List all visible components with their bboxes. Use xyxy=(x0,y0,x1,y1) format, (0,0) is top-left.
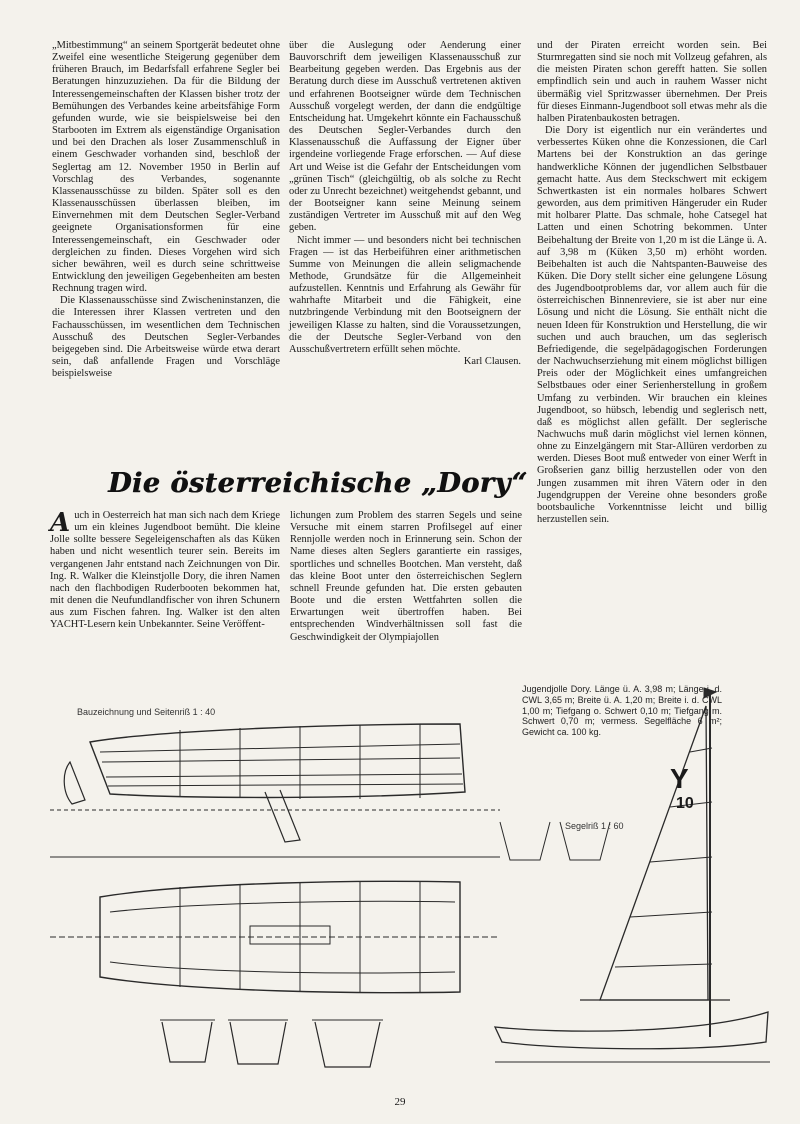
page-number: 29 xyxy=(394,1096,406,1108)
sail-plan xyxy=(495,688,770,1062)
drawing-label-sail: Segelriß 1 : 60 xyxy=(565,821,624,831)
paragraph xyxy=(50,510,280,632)
paragraph: über die Auslegung oder Aenderung einer Bauvorschrift dem jeweiligen Klassenausschuß zur Bearbeitung gegeben werden. Das Ergebnis aus der Beratung durch diese im Ausschuß vertretenen aktiven und erfahrenen Bootseigner würde dem Technischen Ausschuß vorgelegt werden, der dann die endgültige Entscheidung hat. Umgekehrt könnte ein Fachausschuß des Deutschen Segler-Verbandes durch den Klassenausschuß die Auffassung der Eigner über irgendeine vorliegende Frage erforschen. — Auf diese Art und Weise ist die Gefahr der Entscheidungen vom „grünen Tisch“ (gleichgültig, ob als solche zu Recht oder zu Unrecht bezeichnet) weitgehendst gebannt, und der Bootseigner kann seine Meinung seinem zuständigen Vertreter im Ausschuß mit auf den Weg geben. xyxy=(289,40,521,234)
paragraph: lichungen zum Problem des starren Segels und seine Versuche mit einem starren Profilsegel auf einer Rennjolle werden noch in Erinnerung sein. Schon der Name dieses alten Seglers garantierte ein rassiges, sportliches und schnelles Bootchen. Man versteht, daß das kleine Boot unter den österreichischen Seglern schnell Freunde gefunden hat. Die ersten gebauten Boote und die ersten Wettfahrten sollen die Erwartungen weit übertroffen haben. Bei entsprechenden Windverhältnissen soll fast die Geschwindigkeit der Olympiajollen xyxy=(290,510,522,643)
text-column-d xyxy=(50,510,280,632)
paragraph: „Mitbestimmung“ an seinem Sportgerät bedeutet ohne Zweifel eine wesentliche Steigerung gegenüber dem früheren Brauch, im Bedarfsfall erfahrene Segler bei Beratungen hinzuzuziehen. Da für die Bildung der Interessengemeinschaften der Klassen bisher trotz der Bemühungen des Verbandes keine arbeitsfähige Form gefunden wurde, wie sie beispielsweise bei den Starbooten im Extrem als eigenständige Organisation und bei den Drachen als loser Zusammenschluß in einem Geschwader vorhanden sind, beschloß der Seglertag am 12. November 1950 in Berlin auf Vorschlag des Verbandes, sogenannte Klassenausschüsse zu bilden. Später soll es den Klassenausschüssen überlassen bleiben, im Einvernehmen mit dem Deutschen Segler-Verband geeignete Organisationsformen für eine Interessengemeinschaft, ein Geschwader oder dergleichen zu finden. Dieses Vorgehen wird sich sicher bewähren, weil es durch seine schrittweise Entwicklung den jeweiligen Gegebenheiten am besten Rechnung tragen wird. xyxy=(52,40,280,295)
paragraph: Die Klassenausschüsse sind Zwischeninstanzen, die die Interessen ihrer Klassen vertreten und den Fachausschüssen, im wesentlichen dem Technischen Ausschuß des Deutschen Segler-Verbandes beigegeben sind. Die Arbeitsweise würde etwa derart sein, daß anfallende Fragen und Vorschläge beispielsweise xyxy=(52,295,280,380)
paragraph: Die Dory ist eigentlich nur ein verändertes und verbessertes Küken ohne die Konzessionen, die Carl Martens bei der Konstruktion an das geringe handwerkliche Können der jugendlichen Selbstbauer gemacht hatte. Aus dem Steckschwert mit eckigem Schwertkasten ist ein normales holbares Schwert geworden, aus dem primitiven Hängeruder ein Ruder mit holbarer Platte. Das schmale, hohe Catsegel hat Latten und einen Schotring bekommen. Unter Beibehaltung der Breite von 1,20 m ist die Länge ü. A. auf 3,98 m (Küken 3,50 m) erhöht worden. Beibehalten ist auch die Nahtspanten-Bauweise des Küken. Die Dory stellt sicher eine gelungene Lösung des Jugendbootproblems dar, vor allem auch für die österreichischen Binnenreviere, sie ist aber nur eine Lösung und nicht die Lösung. Sie enthält nicht die neuen Ideen für Konstruktion und Herstellung, die wir suchen und auch brauchen, um das seglerisch Befriedigende, die segelpädagogischen Forderungen der Nachwuchserziehung mit einem möglichst billigen Preis oder der Möglichkeit eines umfangreichen Selbstbaues oder einer Serienherstellung in großem Umfang zu verbinden. Wir brauchen ein kleines Jugendboot, so hübsch, lebendig und seglerisch nett, daß es möglichst allen gefällt. Der seglerische Nachwuchs muß darin möglichst viel lernen können, ohne zu Einzelgängern mit Star-Allüren verdorben zu werden. Dieses Boot muß entweder von einer Werft in Großserien ganz billig herzustellen oder von den Jungen zusammen mit ihren Vätern oder in den Jugendgruppen der Vereine ohne besonders große bootsbauliche Vorkenntnisse leicht und billig herzustellen sein. xyxy=(537,125,767,526)
technical-drawing xyxy=(40,682,780,1092)
hull-plan-view xyxy=(50,857,500,993)
drop-cap: A xyxy=(50,508,71,538)
hull-side-profile xyxy=(50,724,500,842)
boat-specifications: Jugendjolle Dory. Länge ü. A. 3,98 m; Länge i. d. CWL 3,65 m; Breite ü. A. 1,20 m; Breite i. d. CWL 1,00 m; Tiefgang o. Schwert 0,10 m; Tiefgang m. Schwert 0,70 m; vermess. Segelfläche 6 m²; Gewicht ca. 100 kg. xyxy=(522,684,722,738)
sail-letter: Y xyxy=(670,763,689,794)
sail-number: 10 xyxy=(676,795,694,812)
author-signature: Karl Clausen. xyxy=(463,356,521,368)
text-column-c xyxy=(537,40,767,526)
paragraph: und der Piraten erreicht worden sein. Bei Sturmregatten sind sie noch mit Vollzeug gefahren, als die meisten Piraten schon gerefft hatten. Sie sollen empfindlich sein und auch in rauhem Wasser nicht übermäßig viel Spritzwasser übernehmen. Der Preis für dieses Einmann-Jugendboot soll etwas mehr als die halben Piratenbaukosten betragen. xyxy=(537,40,767,124)
text-column-e xyxy=(290,510,522,644)
text-column-a xyxy=(52,40,280,380)
paragraph-text: uch in Oesterreich hat man sich nach dem Kriege um ein kleines Jugendboot bemüht. Die kleine Jolle sollte bessere Segeleigenschaften als das Küken haben und nicht wesentlich teurer sein. Bereits im vergangenen Jahr entstand nach Zeichnungen von Dir. Ing. R. Walker die Kleinstjolle Dory, die ihren Namen nach den flachbodigen Ruderbooten bekommen hat, mit denen die Neufundlandfischer von ihren Schunern aus zum Fischen fahren. Ing. Walker ist den alten YACHT-Lesern kein Unbekannter. Seine Veröffent- xyxy=(50,510,280,631)
article-headline: Die österreichische „Dory“ xyxy=(108,468,528,499)
paragraph: Nicht immer — und besonders nicht bei technischen Fragen — ist das Herbeiführen einer arithmetischen Summe von Meinungen die allein seligmachende Methode, Grundsätze für die Allgemeinheit aufzustellen. Kenntnis und Erfahrung als Gewähr für wahrhafte Mitarbeit und die Fähigkeit, eine nutzbringende Verbindung mit den Bootseignern der jeweiligen Klasse zu halten, sind die Voraussetzungen, die der Deutsche Segler-Verband von den Ausschußvertretern erfüllt sehen möchte. xyxy=(289,234,521,355)
drawing-label-construction: Bauzeichnung und Seitenriß 1 : 40 xyxy=(77,707,216,717)
text-column-b xyxy=(289,40,521,368)
